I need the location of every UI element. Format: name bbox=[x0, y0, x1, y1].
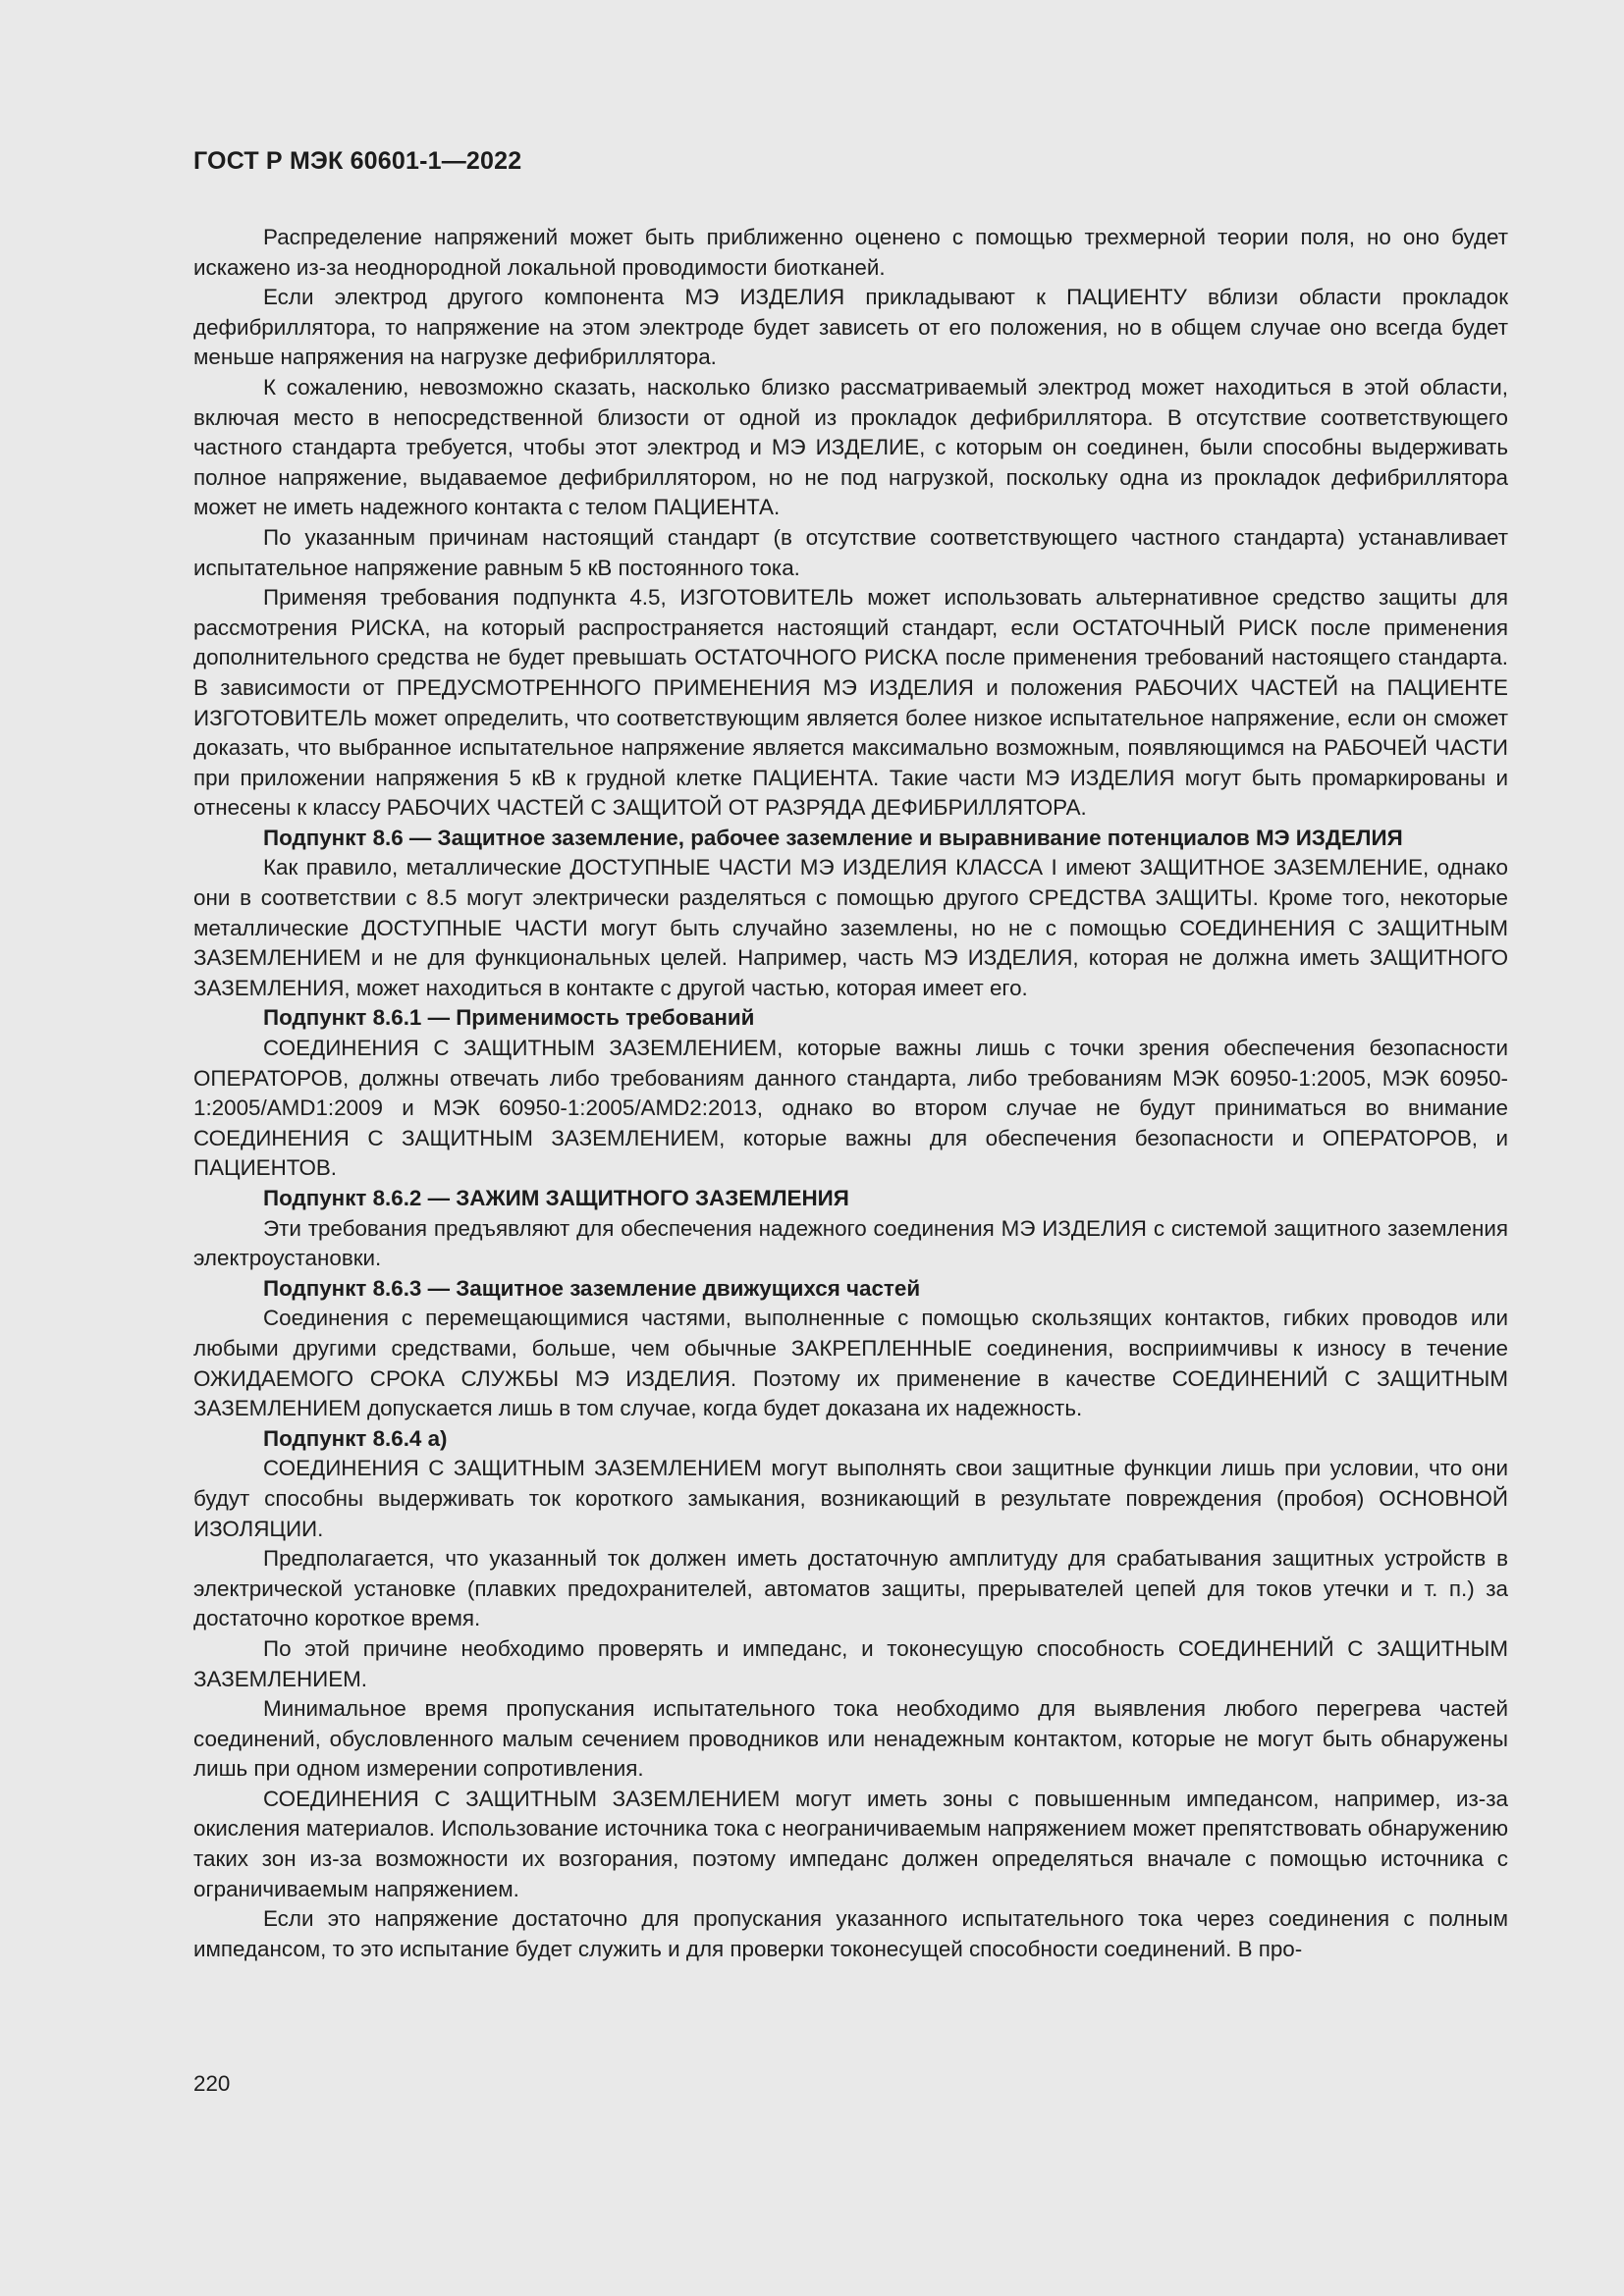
paragraph: Минимальное время пропускания испытательного тока необходимо для выявления любого перегрева частей соединений, обусловленного малым сечением проводников или ненадежным контактом, которые не могут быть обнаружены лишь при одном измерении сопротивления. bbox=[193, 1696, 1508, 1782]
section-heading: Подпункт 8.6.1 — Применимость требований bbox=[263, 1005, 755, 1031]
paragraph: Если это напряжение достаточно для пропускания указанного испытательного тока через соединения с полным импедансом, то это испытание будет служить и для проверки токонесущей способности соединений. В про- bbox=[193, 1906, 1508, 1961]
paragraph: Соединения с перемещающимися частями, выполненные с помощью скользящих контактов, гибких проводов или любыми другими средствами, больше, чем обычные ЗАКРЕПЛЕННЫЕ соединения, восприимчивы к износу в течение ОЖИДАЕМОГО СРОКА СЛУЖБЫ МЭ ИЗДЕЛИЯ. Поэтому их применение в качестве СОЕДИНЕНИЙ С ЗАЩИТНЫМ ЗАЗЕМЛЕНИЕМ допускается лишь в том случае, когда будет доказана их надежность. bbox=[193, 1306, 1508, 1421]
paragraph: По указанным причинам настоящий стандарт (в отсутствие соответствующего частного стандарта) устанавливает испытательное напряжение равным 5 кВ постоянного тока. bbox=[193, 524, 1508, 580]
section-heading: Подпункт 8.6.4 а) bbox=[263, 1425, 448, 1451]
paragraph: Как правило, металлические ДОСТУПНЫЕ ЧАСТИ МЭ ИЗДЕЛИЯ КЛАССА I имеют ЗАЩИТНОЕ ЗАЗЕМЛЕНИЕ, однако они в соответствии с 8.5 могут электрически разделяться с помощью другого СРЕДСТВА ЗАЩИТЫ. Кроме того, некоторые металлические ДОСТУПНЫЕ ЧАСТИ могут быть случайно заземлены, но не с помощью СОЕДИНЕНИЯ С ЗАЩИТНЫМ ЗАЗЕМЛЕНИЕМ и не для функциональных целей. Например, часть МЭ ИЗДЕЛИЯ, которая не должна иметь ЗАЩИТНОГО ЗАЗЕМЛЕНИЯ, может находиться в контакте с другой частью, которая имеет его. bbox=[193, 855, 1508, 1000]
paragraph: СОЕДИНЕНИЯ С ЗАЩИТНЫМ ЗАЗЕМЛЕНИЕМ могут иметь зоны с повышенным импедансом, например, из-за окисления материалов. Использование источника тока с неограничиваемым напряжением может препятствовать обнаружению таких зон из-за возможности их возгорания, поэтому импеданс должен определяться вначале с помощью источника с ограничиваемым напряжением. bbox=[193, 1786, 1508, 1901]
paragraph: Распределение напряжений может быть приближенно оценено с помощью трехмерной теории поля, но оно будет искажено из-за неоднородной локальной проводимости биотканей. bbox=[193, 225, 1508, 280]
paragraph: Предполагается, что указанный ток должен иметь достаточную амплитуду для срабатывания защитных устройств в электрической установке (плавких предохранителей, автоматов защиты, прерывателей цепей для токов утечки и т. п.) за достаточно короткое время. bbox=[193, 1546, 1508, 1631]
page-number: 220 bbox=[193, 2071, 231, 2096]
section-heading: Подпункт 8.6 — Защитное заземление, рабочее заземление и выравнивание потенциалов МЭ ИЗДЕЛИЯ bbox=[263, 825, 1403, 850]
paragraph: По этой причине необходимо проверять и импеданс, и токонесущую способность СОЕДИНЕНИЙ С ЗАЩИТНЫМ ЗАЗЕМЛЕНИЕМ. bbox=[193, 1635, 1508, 1691]
paragraph: СОЕДИНЕНИЯ С ЗАЩИТНЫМ ЗАЗЕМЛЕНИЕМ могут выполнять свои защитные функции лишь при условии, что они будут способны выдерживать ток короткого замыкания, возникающий в результате повреждения (пробоя) ОСНОВНОЙ ИЗОЛЯЦИИ. bbox=[193, 1456, 1508, 1541]
document-header: ГОСТ Р МЭК 60601-1—2022 bbox=[193, 147, 522, 175]
paragraph: К сожалению, невозможно сказать, насколько близко рассматриваемый электрод может находиться в этой области, включая место в непосредственной близости от одной из прокладок дефибриллятора. В отсутствие соответствующего частного стандарта требуется, чтобы этот электрод и МЭ ИЗДЕЛИЕ, с которым он соединен, были способны выдерживать полное напряжение, выдаваемое дефибриллятором, но не под нагрузкой, поскольку одна из прокладок дефибриллятора может не иметь надежного контакта с телом ПАЦИЕНТА. bbox=[193, 374, 1508, 520]
section-heading: Подпункт 8.6.2 — ЗАЖИМ ЗАЩИТНОГО ЗАЗЕМЛЕНИЯ bbox=[263, 1186, 849, 1210]
document-body bbox=[193, 223, 1508, 1964]
paragraph: СОЕДИНЕНИЯ С ЗАЩИТНЫМ ЗАЗЕМЛЕНИЕМ, которые важны лишь с точки зрения обеспечения безопасности ОПЕРАТОРОВ, должны отвечать либо требованиям данного стандарта, либо требованиям МЭК 60950-1:2005, МЭК 60950-1:2005/AMD1:2009 и МЭК 60950-1:2005/AMD2:2013, однако во втором случае не будут приниматься во внимание СОЕДИНЕНИЯ С ЗАЩИТНЫМ ЗАЗЕМЛЕНИЕМ, которые важны для обеспечения безопасности и ОПЕРАТОРОВ, и ПАЦИЕНТОВ. bbox=[193, 1036, 1508, 1181]
section-heading: Подпункт 8.6.3 — Защитное заземление движущихся частей bbox=[263, 1275, 921, 1301]
paragraph: Эти требования предъявляют для обеспечения надежного соединения МЭ ИЗДЕЛИЯ с системой защитного заземления электроустановки. bbox=[193, 1215, 1508, 1271]
paragraph: Если электрод другого компонента МЭ ИЗДЕЛИЯ прикладывают к ПАЦИЕНТУ вблизи области прокладок дефибриллятора, то напряжение на этом электроде будет зависеть от его положения, но в общем случае оно всегда будет меньше напряжения на нагрузке дефибриллятора. bbox=[193, 285, 1508, 370]
paragraph: Применяя требования подпункта 4.5, ИЗГОТОВИТЕЛЬ может использовать альтернативное средство защиты для рассмотрения РИСКА, на который распространяется настоящий стандарт, если ОСТАТОЧНЫЙ РИСК после применения дополнительного средства не будет превышать ОСТАТОЧНОГО РИСКА после применения требований настоящего стандарта. В зависимости от ПРЕДУСМОТРЕННОГО ПРИМЕНЕНИЯ МЭ ИЗДЕЛИЯ и положения РАБОЧИХ ЧАСТЕЙ на ПАЦИЕНТЕ ИЗГОТОВИТЕЛЬ может определить, что соответствующим является более низкое испытательное напряжение, если он сможет доказать, что выбранное испытательное напряжение является максимально возможным, появляющимся на РАБОЧЕЙ ЧАСТИ при приложении напряжения 5 кВ к грудной клетке ПАЦИЕНТА. Такие части МЭ ИЗДЕЛИЯ могут быть промаркированы и отнесены к классу РАБОЧИХ ЧАСТЕЙ С ЗАЩИТОЙ ОТ РАЗРЯДА ДЕФИБРИЛЛЯТОРА. bbox=[193, 585, 1508, 821]
